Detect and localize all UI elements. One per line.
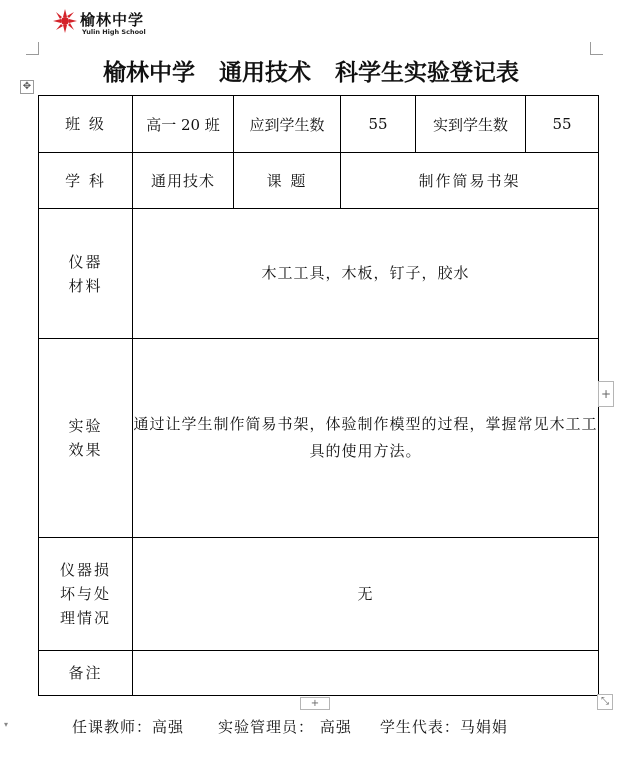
table-row [39,651,599,696]
topic-label: 课 题 [234,153,341,209]
effect-value[interactable]: 通过让学生制作简易书架，体验制作模型的过程，掌握常见木工工具的使用方法。 [133,339,599,538]
subject-label: 学 科 [39,153,133,209]
table-row [39,538,599,651]
actual-students-label: 实到学生数 [416,96,526,153]
topic-value[interactable]: 制作简易书架 [341,153,599,209]
table-row [39,153,599,209]
actual-students-value[interactable]: 55 [526,96,599,153]
table-row [39,339,599,538]
table-row [39,96,599,153]
class-label: 班 级 [39,96,133,153]
add-row-plus-icon[interactable]: + [598,381,614,407]
table-row [39,209,599,339]
logo-school-name: 榆林中学 [80,11,145,29]
materials-value[interactable]: 木工工具，木板，钉子，胶水 [133,209,599,339]
school-logo [52,8,162,36]
expected-students-label: 应到学生数 [234,96,341,153]
table-resize-icon[interactable]: ⤡ [597,694,613,710]
expected-students-value[interactable]: 55 [341,96,416,153]
damage-label: 仪器损 坏与处 理情况 [39,538,133,651]
student-rep-field: 学生代表：马娟娟 [379,718,508,736]
effect-label: 实验 效果 [39,339,133,538]
damage-value[interactable]: 无 [133,538,599,651]
class-value[interactable]: 高一 20 班 [133,96,234,153]
notes-label: 备注 [39,651,133,696]
notes-value[interactable] [133,651,599,696]
teacher-field: 任课教师：高强 [72,718,185,736]
paragraph-mark-icon: ▾ [4,720,9,729]
table-move-handle-icon[interactable]: ✥ [20,80,34,94]
school-emblem-icon [52,8,78,34]
signature-line [72,716,508,737]
logo-school-name-en: Yulin High School [82,28,146,36]
registration-table [38,95,599,696]
subject-value[interactable]: 通用技术 [133,153,234,209]
materials-label: 仪器 材料 [39,209,133,339]
add-column-plus-icon[interactable]: + [300,697,330,710]
lab-manager-field: 实验管理员： 高强 [218,718,352,736]
document-title: 榆林中学 通用技术 科学生实验登记表 [102,60,520,86]
